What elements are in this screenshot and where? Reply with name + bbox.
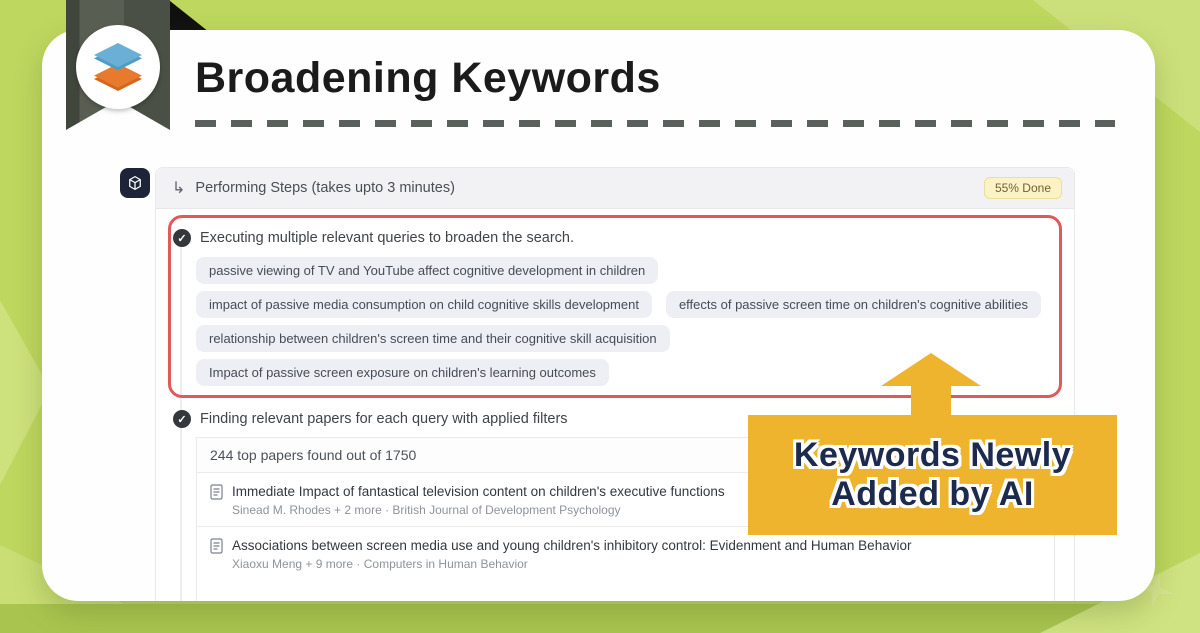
paper-meta: Xiaoxu Meng + 9 more · Computers in Human Behavior <box>232 557 528 571</box>
chip-row <box>196 257 1041 284</box>
callout-up-arrow-icon <box>880 352 982 418</box>
paper-title[interactable]: Immediate Impact of fantastical television content on children's executive functions <box>232 484 725 499</box>
query-chip: impact of passive media consumption on child cognitive skills development <box>196 291 652 318</box>
paper-text <box>232 537 911 571</box>
step1-check-icon: ✓ <box>173 229 191 247</box>
callout-text-line2: Added by AI <box>831 475 1034 513</box>
progress-badge: 55% Done <box>984 177 1062 199</box>
dashed-divider <box>195 120 1115 127</box>
step2-check-icon: ✓ <box>173 410 191 428</box>
paper-title[interactable]: Associations between screen media use and young children's inhibitory control: Evidenment and Human Behavior <box>232 538 912 553</box>
query-chip: Impact of passive screen exposure on children's learning outcomes <box>196 359 609 386</box>
steps-header-label: Performing Steps (takes upto 3 minutes) <box>195 180 455 196</box>
main-card <box>42 30 1155 601</box>
annotation-callout <box>748 415 1117 535</box>
query-chip: passive viewing of TV and YouTube affect cognitive development in children <box>196 257 658 284</box>
document-icon <box>210 538 223 554</box>
callout-text-line1: Keywords Newly <box>793 436 1072 474</box>
step2-label: Finding relevant papers for each query with applied filters <box>200 411 568 427</box>
document-icon <box>210 484 223 500</box>
paper-meta: Sinead M. Rhodes + 2 more · British Journal of Development Psychology <box>232 503 621 517</box>
cube-icon <box>126 174 144 192</box>
layers-logo-icon <box>82 31 154 103</box>
chip-row <box>196 325 1041 352</box>
query-chip: relationship between children's screen time and their cognitive skill acquisition <box>196 325 670 352</box>
chip-row <box>196 291 1041 318</box>
query-chip: effects of passive screen time on children's cognitive abilities <box>666 291 1041 318</box>
bg-strip-bottom <box>0 604 1200 633</box>
steps-panel-header <box>156 168 1074 209</box>
brand-logo <box>76 25 160 109</box>
step1-label: Executing multiple relevant queries to broaden the search. <box>200 230 574 246</box>
paper-text <box>232 483 725 517</box>
papers-summary: 244 top papers found out of 1750 <box>197 438 1054 473</box>
app-logo-icon <box>120 168 150 198</box>
page-title: Broadening Keywords <box>195 54 661 102</box>
return-arrow-icon: ↳ <box>172 180 186 197</box>
